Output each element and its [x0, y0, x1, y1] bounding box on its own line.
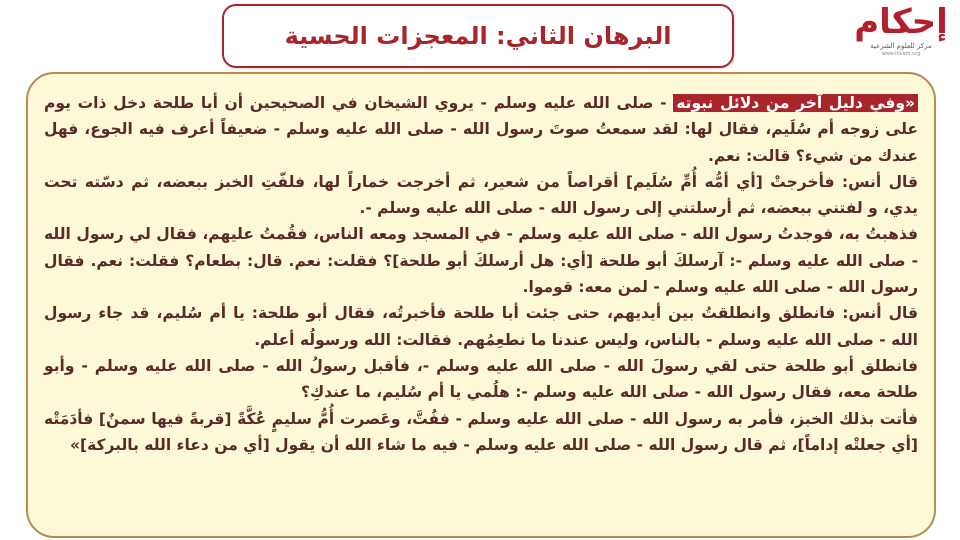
- logo-wordmark: إحكام: [854, 2, 948, 42]
- paragraph-3: فذهبتُ به، فوجدتُ رسول الله - صلى الله عليه وسلم - في المسجد ومعه الناس، فقُمتُ عليهم، فقال لي رسول الله - صلى الله عليه وسلم -: آرسلكَ أبو طلحة [أي: هل أرسلكَ أبو طلحة]؟ فقلت: نعم. قال: بطعام؟ فقلت: نعم. فقال رسول الله - صلى الله عليه وسلم - لمن معه: قوموا.: [44, 225, 918, 297]
- paragraph-6: فأتت بذلك الخبز، فأمر به رسول الله - صلى الله عليه وسلم - ففُتَّ، وعَصرت أُمُّ سليمٍ عُكَّةً [قربةً فيها سمنٌ] فأدَمَتْه [أي جعلتْه إداماً]، ثم قال رسول الله - صلى الله عليه وسلم - فيه ما شاء الله أن يقول [أي من دعاء الله بالبركة]»: [44, 409, 918, 454]
- paragraph-5: فانطلق أبو طلحة حتى لقي رسولَ الله - صلى الله عليه وسلم -، فأقبل رسولُ الله - صلى الله عليه وسلم - وأبو طلحة معه، فقال رسول الله - صلى الله عليه وسلم -: هلُمي يا أم سُليم، ما عندكِ؟: [44, 356, 918, 402]
- highlighted-intro: «وفي دليل آخر من دلائل نبوته: [673, 94, 918, 112]
- title-banner: [222, 4, 734, 68]
- paragraph-2: قال أنس: فأخرجتْ [أي أمُّه أُمِّ سُلَيم] أقراصاً من شعير، ثم أخرجت خماراً لها، فلفّتِ الخبز ببعضه، ثم دسّته تحت يدي، و لفتني ببعضه، ثم أرسلتني إلى رسول الله - صلى الله عليه وسلم -.: [44, 172, 918, 218]
- paragraph-1-text: - صلى الله عليه وسلم - يروي الشيخان في الصحيحين أن أبا طلحة دخل ذات يوم على زوجه أم سُلَيم، فقال لها: لقد سمعتُ صوتَ رسول الله - صلى الله عليه وسلم - ضعيفاً أعرف فيه الجوع، فهل عندك من شيء؟ قالت: نعم.: [44, 94, 918, 165]
- paragraph-4: قال أنس: فانطلق وانطلقتُ بين أيديهم، حتى جئت أبا طلحة فأخبرتُه، فقال أبو طلحة: يا أم سُليم، قد جاء رسول الله - صلى الله عليه وسلم - بالناس، وليس عندنا ما نطعِمُهم. فقالت: الله ورسولُه أعلم.: [44, 304, 918, 349]
- page-title: البرهان الثاني: المعجزات الحسية: [284, 22, 672, 50]
- logo-subtitle: مركز للعلوم الشرعية: [870, 42, 932, 50]
- paragraph-1: [44, 90, 918, 169]
- ihkam-logo: [850, 2, 952, 68]
- content-panel: [26, 72, 936, 538]
- logo-url: www.ihkam.org: [881, 51, 921, 57]
- hadith-text: [44, 90, 918, 458]
